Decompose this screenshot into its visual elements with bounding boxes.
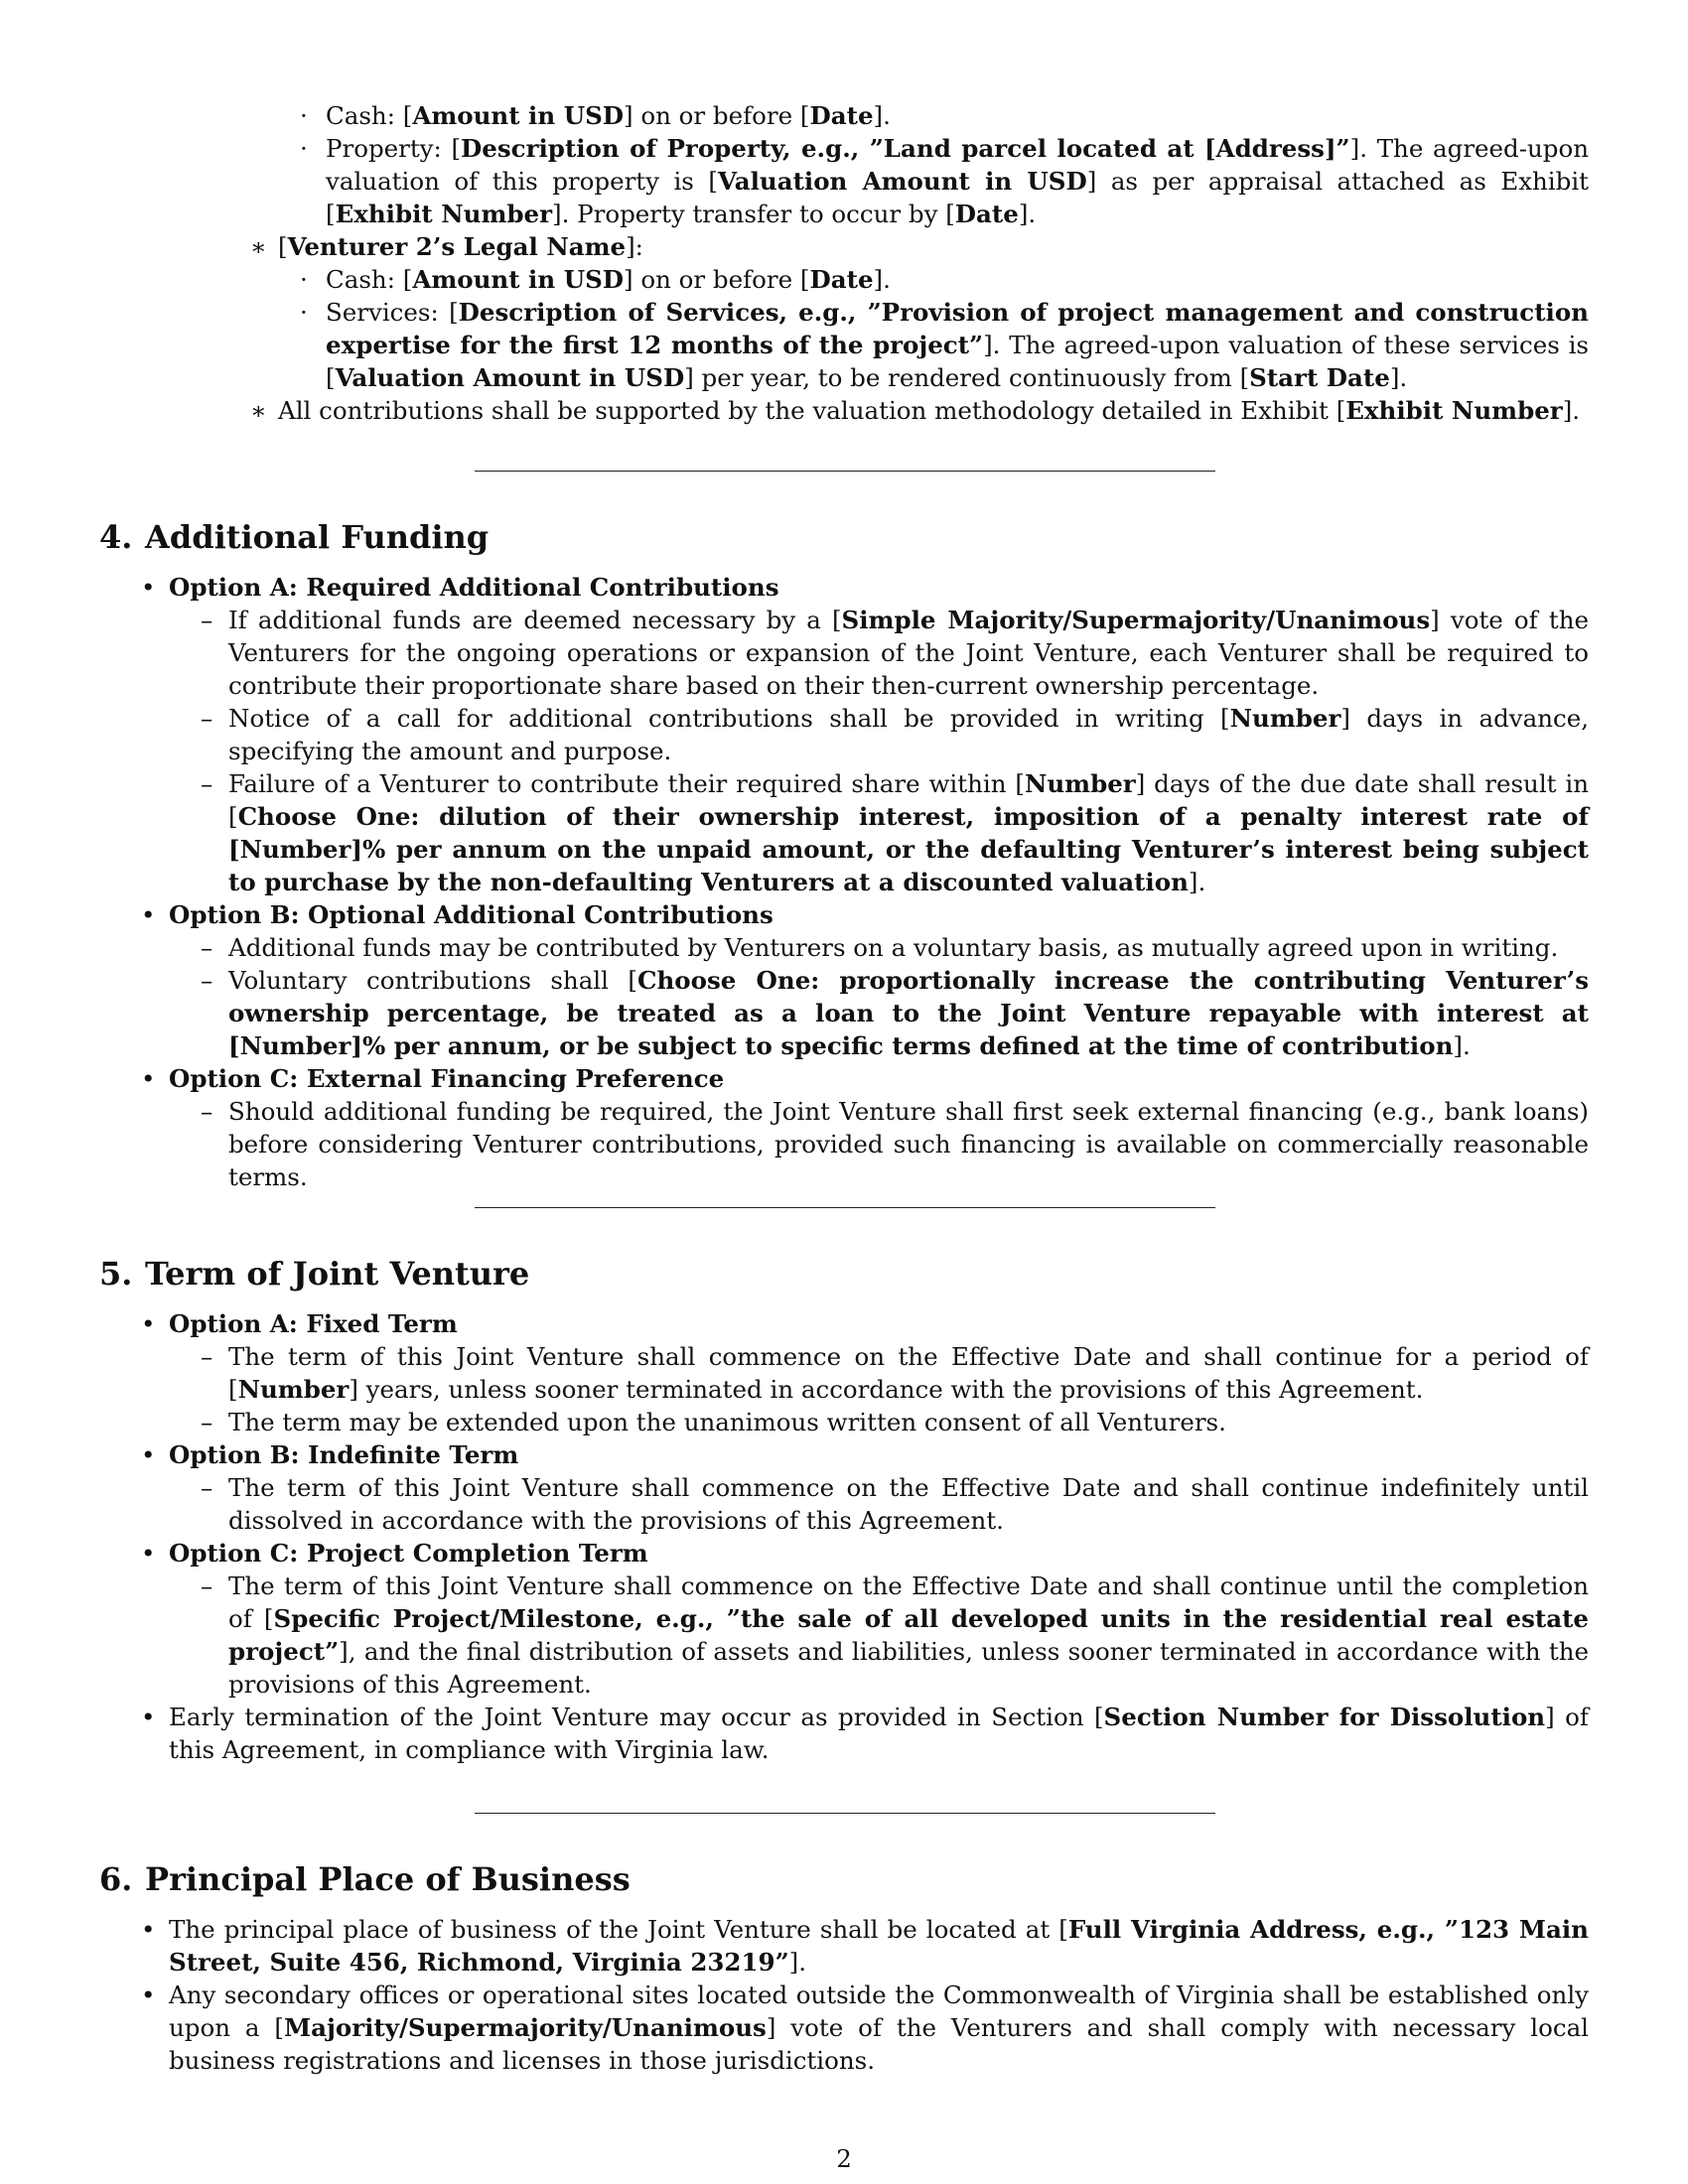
dash-marker: – [201, 933, 213, 962]
early-termination-bullet: • Early termination of the Joint Venture may occur as provided in Section [Section Number for Dissolution] of this Agreement, in compliance with Virginia law. [141, 1703, 1589, 1764]
bullet-icon: • [141, 1309, 156, 1338]
page-number: 2 [836, 2144, 852, 2173]
list-item: – Failure of a Venturer to contribute their required share within [Number] days of the due date shall result in [Choose One: dilution of their ownership interest, imposition of a penalty interest rate of [Number]% per annum on the unpaid amount, or the defaulting Venturer’s interest being subject to purchase by the non-defaulting Venturers at a discounted valuation]. [201, 769, 1590, 896]
option-c-bullet: • Option C: Project Completion Term [141, 1539, 648, 1568]
bullet-icon: • [141, 1703, 156, 1731]
dash-marker: – [201, 769, 213, 798]
section-heading: 6. Principal Place of Business [99, 1860, 631, 1898]
bullet-icon: • [141, 1539, 156, 1568]
list-item: · Cash: [Amount in USD] on or before [Date]. [300, 101, 891, 130]
list-item: – Additional funds may be contributed by Venturers on a voluntary basis, as mutually agreed upon in writing. [201, 933, 1559, 962]
list-item: – Voluntary contributions shall [Choose One: proportionally increase the contributing Venturer’s ownership percentage, be treated as a loan to the Joint Venture repayable with interest at [Number]% per annum, or be subject to specific terms defined at the time of contribution]. [201, 966, 1589, 1060]
dash-marker: – [201, 704, 213, 733]
bullet-icon: • [141, 1980, 156, 2009]
list-item: – If additional funds are deemed necessary by a [Simple Majority/Supermajority/Unanimous] vote of the Venturers for the ongoing operations or expansion of the Joint Venture, each Venturer shall be required to contribute their proportionate share based on their then-current ownership percentage. [201, 606, 1589, 700]
list-item: · Property: [Description of Property, e.g., ”Land parcel located at [Address]”]. The agreed-upon valuation of this property is [Valuation Amount in USD] as per appraisal attached as Exhibit [Exhibit Number]. Property transfer to occur by [Date]. [300, 134, 1589, 228]
dash-marker: – [201, 1473, 213, 1502]
asterisk-marker: ∗ [250, 396, 267, 425]
section-place-of-business [99, 1859, 1589, 2077]
option-b-bullet: • Option B: Indefinite Term [141, 1440, 519, 1469]
option-a-bullet: • Option A: Fixed Term [141, 1309, 458, 1338]
bullet-icon: • [141, 1915, 156, 1944]
list-item: ∗ All contributions shall be supported by the valuation methodology detailed in Exhibit [Exhibit Number]. [250, 396, 1581, 425]
dash-marker: – [201, 1571, 213, 1600]
list-item: – The term may be extended upon the unanimous written consent of all Venturers. [201, 1408, 1226, 1436]
option-b-bullet: • Option B: Optional Additional Contributions [141, 900, 774, 929]
list-item: – The term of this Joint Venture shall commence on the Effective Date and shall continue until the completion of [Specific Project/Milestone, e.g., ”the sale of all developed units in the residential real estate project”], and the final distribution of assets and liabilities, unless sooner terminated in accordance with the provisions of this Agreement. [201, 1571, 1589, 1699]
list-item: · Services: [Description of Services, e.g., ”Provision of project management and construction expertise for the first 12 months of the project”]. The agreed-upon valuation of these services is [Valuation Amount in USD] per year, to be rendered continuously from [Start Date]. [300, 298, 1589, 392]
section-divider [475, 471, 1215, 472]
dash-marker: – [201, 966, 213, 995]
section-divider [475, 1813, 1215, 1814]
list-item: • The principal place of business of the Joint Venture shall be located at [Full Virginia Address, e.g., ”123 Main Street, Suite 456, Richmond, Virginia 23219”]. [141, 1915, 1589, 1977]
section-divider [475, 1207, 1215, 1208]
bullet-icon: • [141, 1064, 156, 1093]
list-item: • Any secondary offices or operational sites located outside the Commonwealth of Virginia shall be established only upon a [Majority/Supermajority/Unanimous] vote of the Venturers and shall comply with necessary local business registrations and licenses in those jurisdictions. [141, 1980, 1590, 2075]
option-a-bullet: • Option A: Required Additional Contributions [141, 573, 779, 602]
list-item: – The term of this Joint Venture shall commence on the Effective Date and shall continue indefinitely until dissolved in accordance with the provisions of this Agreement. [201, 1473, 1589, 1535]
dash-marker: – [201, 1097, 213, 1126]
dash-marker: – [201, 1408, 213, 1436]
bullet-icon: • [141, 1440, 156, 1469]
section-term [99, 1254, 1589, 1766]
list-item: · Cash: [Amount in USD] on or before [Date]. [300, 265, 891, 294]
capital-contributions-continued [99, 99, 1589, 427]
middle-dot-marker: · [300, 298, 308, 327]
option-c-bullet: • Option C: External Financing Preference [141, 1064, 725, 1093]
middle-dot-marker: · [300, 265, 308, 294]
section-additional-funding [99, 517, 1589, 1193]
list-item: – The term of this Joint Venture shall commence on the Effective Date and shall continue for a period of [Number] years, unless sooner terminated in accordance with the provisions of this Agreement. [201, 1342, 1589, 1404]
asterisk-marker: ∗ [250, 232, 267, 261]
dash-marker: – [201, 1342, 213, 1371]
bullet-icon: • [141, 573, 156, 602]
list-item: ∗ [Venturer 2’s Legal Name]: [250, 232, 643, 261]
list-item: – Should additional funding be required, the Joint Venture shall first seek external financing (e.g., bank loans) before considering Venturer contributions, provided such financing is available on commercially reasonable terms. [201, 1097, 1589, 1191]
list-item: – Notice of a call for additional contributions shall be provided in writing [Number] days in advance, specifying the amount and purpose. [201, 704, 1589, 765]
section-heading: 5. Term of Joint Venture [99, 1255, 530, 1293]
section-heading: 4. Additional Funding [99, 518, 490, 556]
middle-dot-marker: · [300, 101, 308, 130]
dash-marker: – [201, 606, 213, 634]
bullet-icon: • [141, 900, 156, 929]
middle-dot-marker: · [300, 134, 308, 163]
